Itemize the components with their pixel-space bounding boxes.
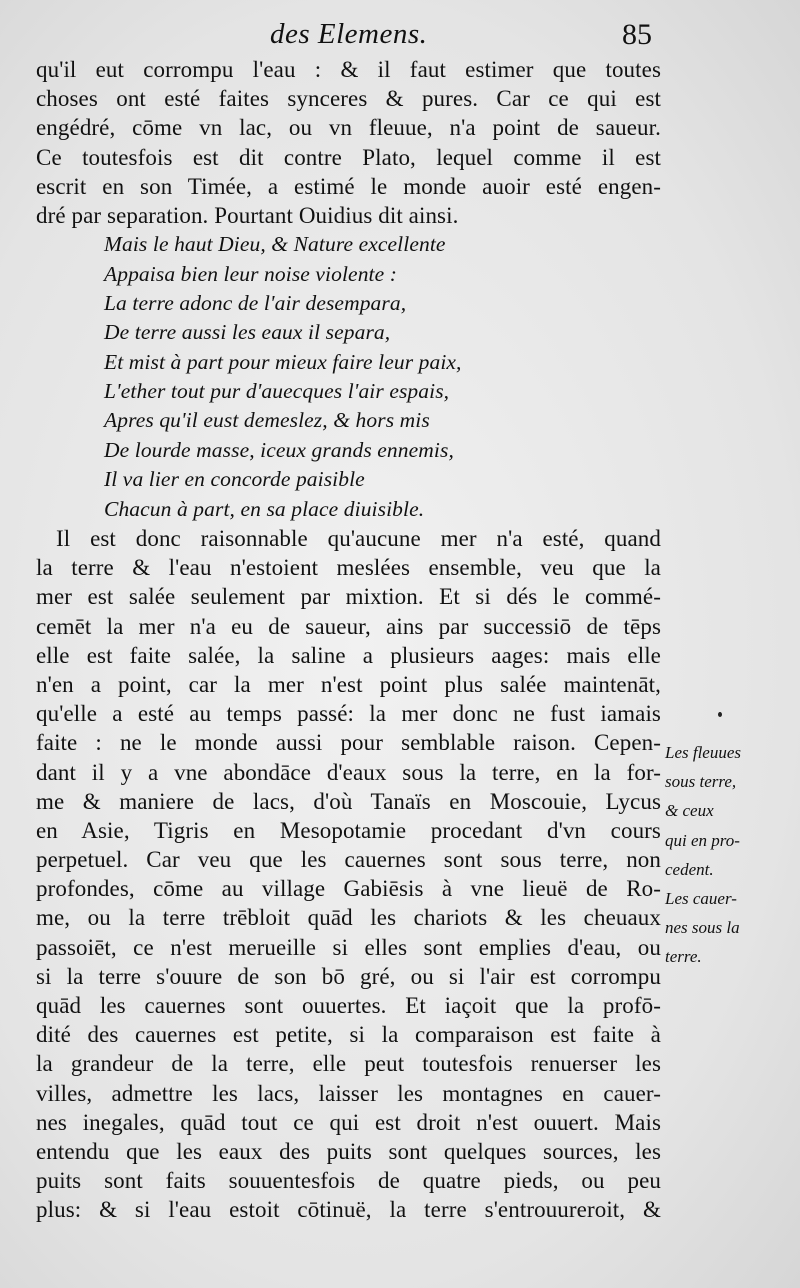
text-line: faite : ne le monde aussi pour semblable raison. Cepen- <box>36 730 661 756</box>
text-line: escrit en son Timée, a estimé le monde auoir esté engen- <box>36 173 661 199</box>
text-line: cemēt la mer n'a eu de saueur, ains par successiō de tēps <box>36 613 661 639</box>
text-line: n'en a point, car la mer n'est point plus salée maintenāt, <box>36 671 661 697</box>
margin-note-rivers <box>665 738 795 884</box>
note-line: sous terre, <box>665 772 737 792</box>
text-line: si la terre s'ouure de son bō gré, ou si l'air est corrompu <box>36 963 661 989</box>
text-line: quād les cauernes sont ouuertes. Et iaçoit que la profō- <box>36 993 661 1019</box>
text-line: dré par separation. Pourtant Ouidius dit ainsi. <box>36 202 459 228</box>
text-line: me & maniere de lacs, d'où Tanaïs en Moscouie, Lycus <box>36 788 661 814</box>
text-line: Il est donc raisonnable qu'aucune mer n'a esté, quand <box>56 526 661 552</box>
note-line: terre. <box>665 947 702 967</box>
verse-line: De lourde masse, iceux grands ennemis, <box>104 437 454 462</box>
text-line: perpetuel. Car veu que les cauernes sont sous terre, non <box>36 847 661 873</box>
text-line: me, ou la terre trēbloit quād les chariots & les cheuaux <box>36 905 661 931</box>
verse-line: De terre aussi les eaux il separa, <box>104 320 391 345</box>
note-line: & ceux <box>665 801 714 821</box>
text-line: qu'il eut corrompu l'eau : & il faut estimer que toutes <box>36 57 661 82</box>
margin-notes <box>665 738 795 972</box>
text-line: choses ont esté faites synceres & pures. Car ce qui est <box>36 86 661 112</box>
text-line: villes, admettre les lacs, laisser les montagnes en cauer- <box>36 1080 661 1106</box>
verse-line: La terre adonc de l'air desempara, <box>104 290 407 315</box>
text-line: qu'elle a esté au temps passé: la mer donc ne fust iamais <box>36 701 661 727</box>
verse-quotation <box>36 230 661 524</box>
paragraph-2 <box>36 524 661 1225</box>
verse-line: Apres qu'il eust demeslez, & hors mis <box>104 408 430 433</box>
note-line: qui en pro- <box>665 830 740 850</box>
text-line: profondes, cōme au village Gabiēsis à vne lieuë de Ro- <box>36 876 661 902</box>
note-line: Les cauer- <box>665 888 737 908</box>
note-line: Les fleuues <box>665 743 742 762</box>
text-line: engédré, cōme vn lac, ou vn fleuue, n'a point de saueur. <box>36 115 661 141</box>
verse-line: L'ether tout pur d'auecques l'air espais, <box>104 379 450 404</box>
text-line: nes inegales, quād tout ce qui est droit n'est ouuert. Mais <box>36 1109 661 1135</box>
text-line: mer est salée seulement par mixtion. Et si dés le commé- <box>36 584 661 610</box>
text-line: plus: & si l'eau estoit cōtinuë, la terre s'entrouureroit, & <box>36 1197 661 1223</box>
verse-line: Appaisa bien leur noise violente : <box>104 261 397 286</box>
text-line: entendu que les eaux des puits sont quelques sources, les <box>36 1138 661 1164</box>
running-title: des Elemens. <box>270 18 428 50</box>
verse-line: Mais le haut Dieu, & Nature excellente <box>104 232 446 257</box>
verse-line: Et mist à part pour mieux faire leur paix, <box>104 349 462 374</box>
page-number: 85 <box>622 18 652 51</box>
text-line: passoiēt, ce n'est merueille si elles sont emplies d'eau, ou <box>36 934 661 960</box>
text-line: la grandeur de la terre, elle peut toutesfois renuerser les <box>36 1051 661 1077</box>
verse-line: Il va lier en concorde paisible <box>104 467 365 492</box>
paragraph-1 <box>36 55 661 230</box>
text-line: dant il y a vne abondāce d'eaux sous la terre, en la for- <box>36 759 661 785</box>
verse-line: Chacun à part, en sa place diuisible. <box>104 496 425 521</box>
note-line: cedent. <box>665 859 714 879</box>
text-line: Ce toutesfois est dit contre Plato, lequel comme il est <box>36 144 661 170</box>
margin-note-caverns <box>665 884 795 972</box>
text-line: la terre & l'eau n'estoient meslées ensemble, veu que la <box>36 555 661 581</box>
main-text <box>36 55 661 1225</box>
text-line: en Asie, Tigris en Mesopotamie procedant d'vn cours <box>36 817 661 843</box>
text-line: puits sont faits souuentesfois de quatre pieds, ou peu <box>36 1168 661 1194</box>
page-header <box>270 18 660 58</box>
text-line: dité des cauernes est petite, si la comparaison est faite à <box>36 1022 661 1048</box>
ink-speck <box>718 712 722 717</box>
note-line: nes sous la <box>665 918 740 938</box>
text-line: elle est faite salée, la saline a plusieurs aages: mais elle <box>36 642 661 668</box>
